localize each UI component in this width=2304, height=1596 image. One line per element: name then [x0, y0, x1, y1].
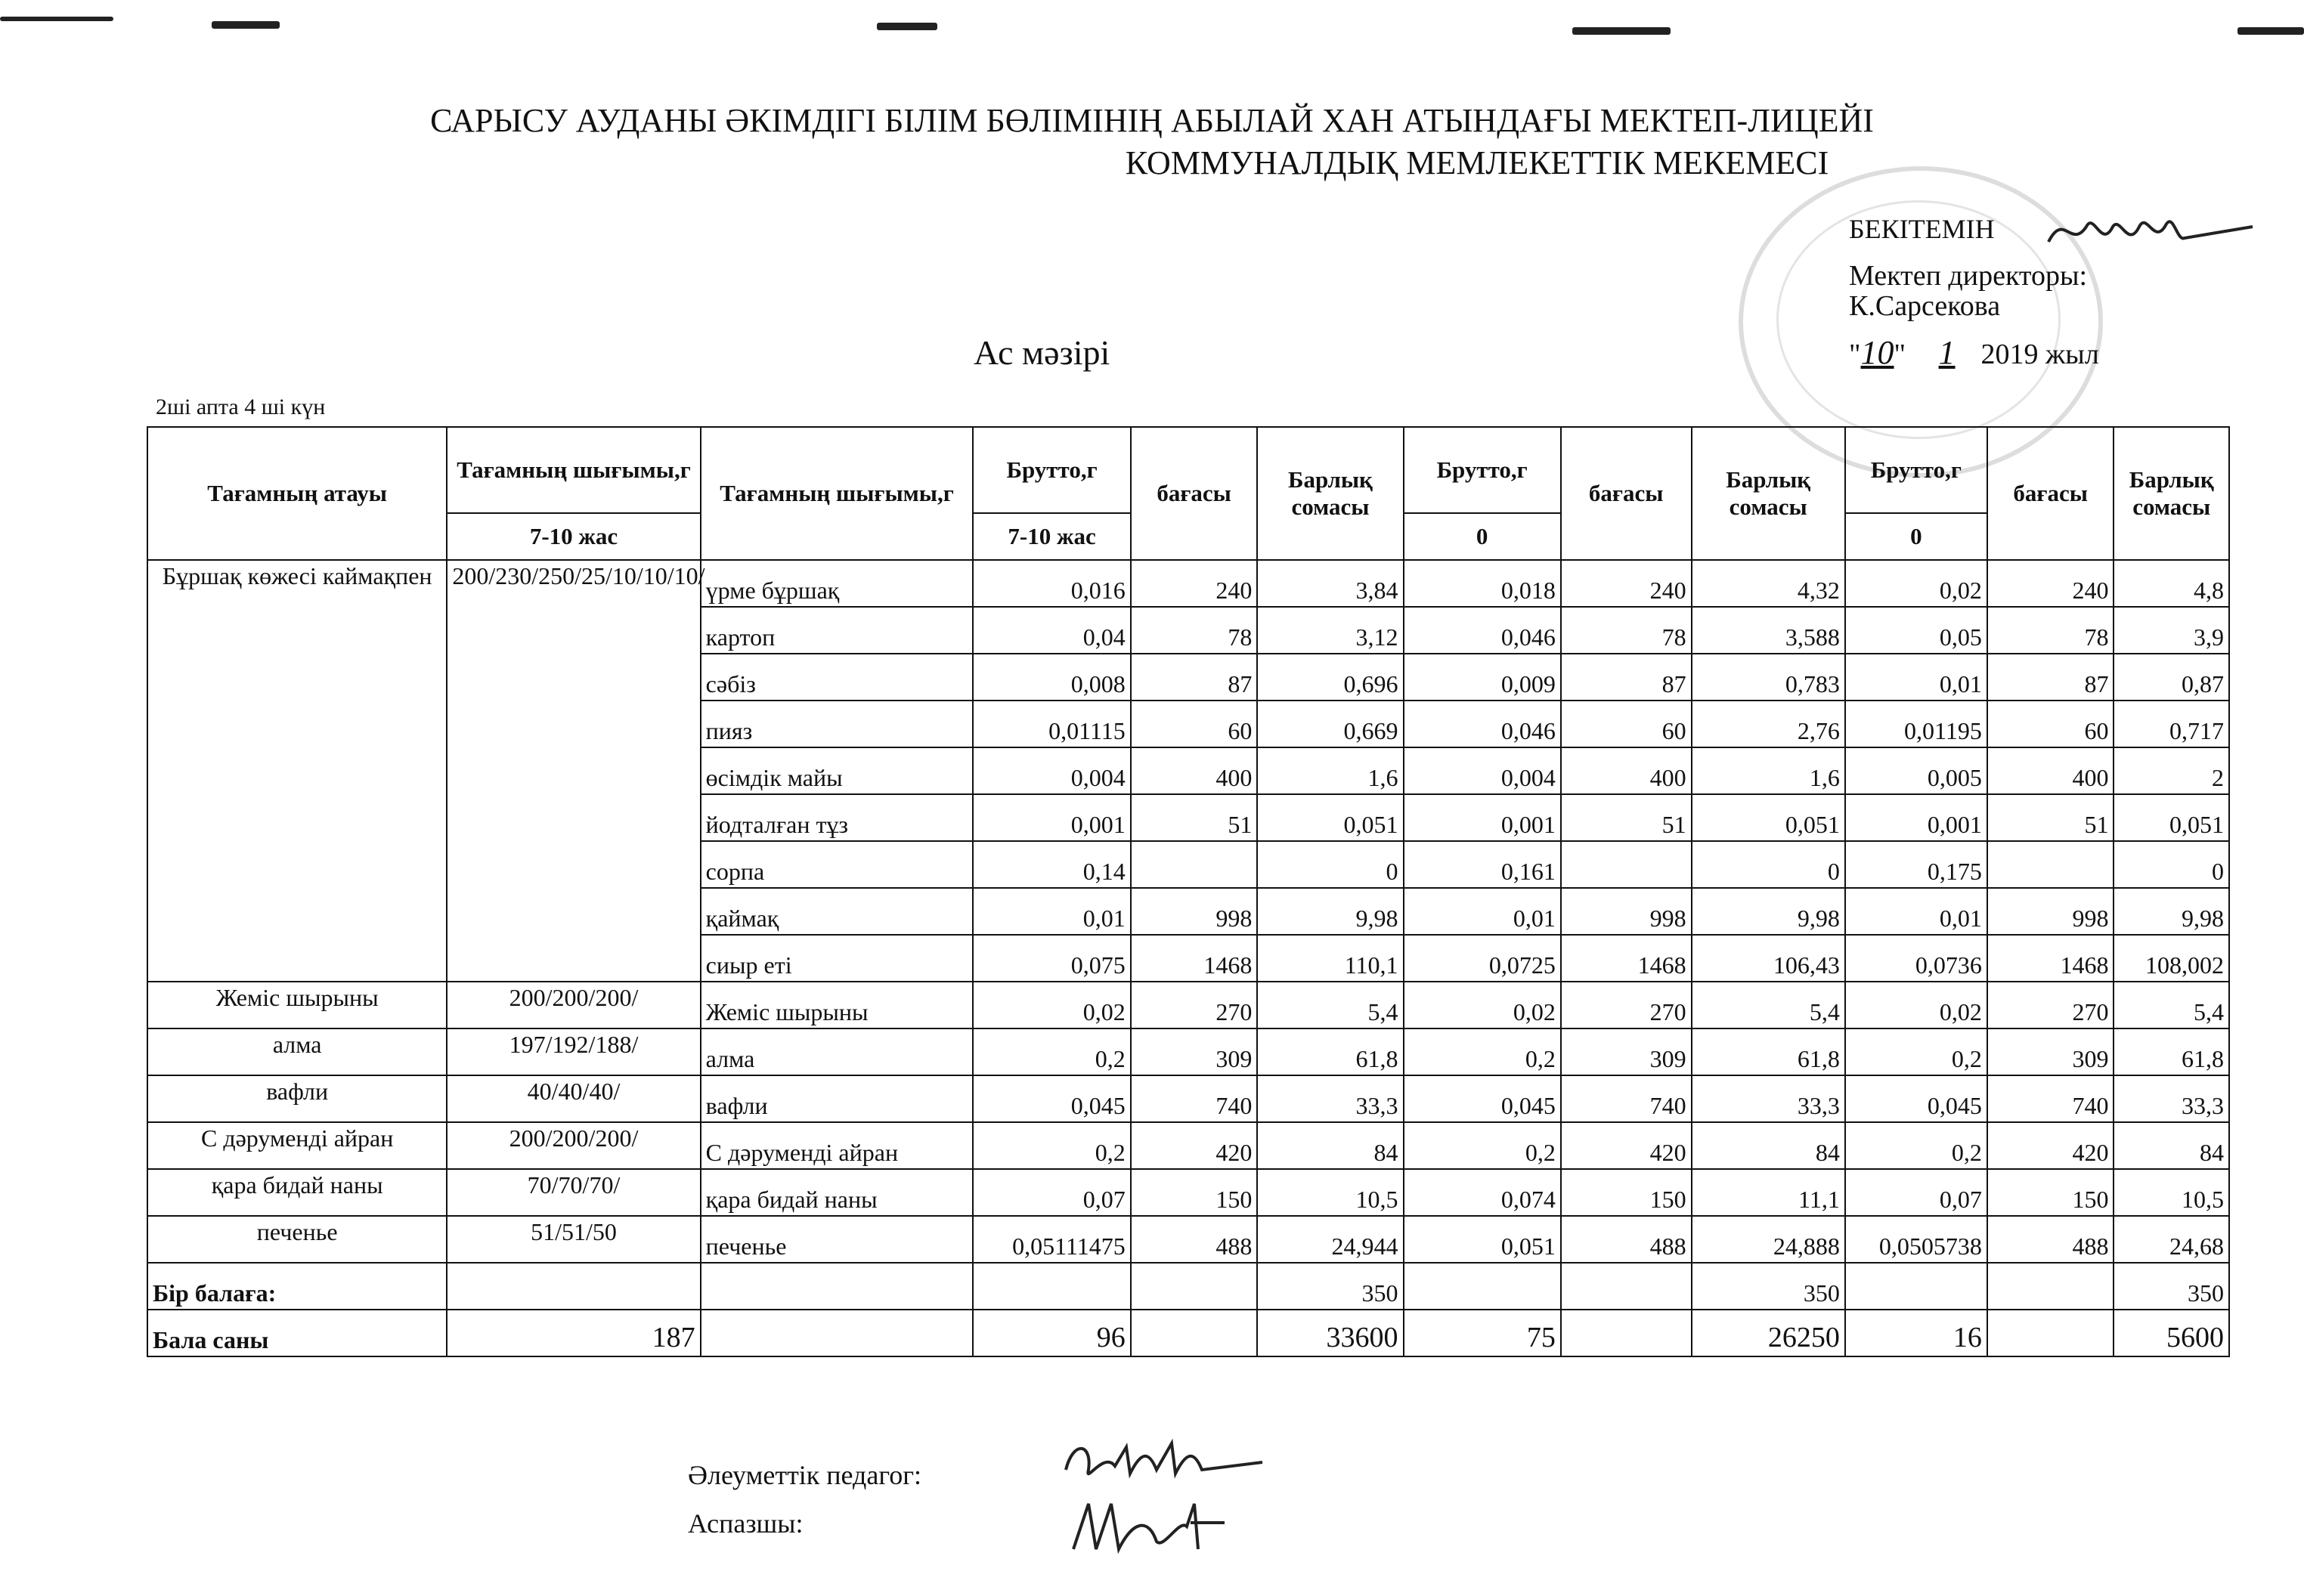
ingredient-cell: пияз [701, 701, 974, 747]
yield-cell: 70/70/70/ [447, 1169, 700, 1216]
per-child-total-1: 350 [1257, 1263, 1403, 1310]
price-3-cell: 60 [1987, 701, 2114, 747]
header-brutto-1: Брутто,г [973, 427, 1130, 513]
price-2-cell: 740 [1561, 1075, 1692, 1122]
price-3-cell: 740 [1987, 1075, 2114, 1122]
brutto-2-cell: 0,074 [1404, 1169, 1561, 1216]
price-1-cell: 240 [1131, 560, 1258, 607]
ingredient-cell: алма [701, 1028, 974, 1075]
price-2-cell: 150 [1561, 1169, 1692, 1216]
brutto-3-cell: 0,0736 [1845, 935, 1987, 982]
total-3-cell: 0,051 [2114, 794, 2229, 841]
empty-cell [1987, 1310, 2114, 1356]
children-count-row [147, 1310, 2229, 1356]
total-2-cell: 9,98 [1692, 888, 1845, 935]
price-1-cell: 51 [1131, 794, 1258, 841]
table-row [147, 982, 2229, 1028]
brutto-2-cell: 0,045 [1404, 1075, 1561, 1122]
children-sum-2: 26250 [1692, 1310, 1845, 1356]
week-day-label: 2ші апта 4 ші күн [156, 394, 326, 419]
price-2-cell: 78 [1561, 607, 1692, 654]
per-child-total-3: 350 [2114, 1263, 2229, 1310]
price-3-cell: 488 [1987, 1216, 2114, 1263]
yield-cell: 200/230/250/25/10/10/10/ [447, 560, 700, 982]
total-3-cell: 0,87 [2114, 654, 2229, 701]
price-2-cell: 60 [1561, 701, 1692, 747]
pedagogue-signature [1058, 1428, 1270, 1489]
brutto-1-cell: 0,07 [973, 1169, 1130, 1216]
price-3-cell: 270 [1987, 982, 2114, 1028]
price-2-cell: 240 [1561, 560, 1692, 607]
header-brutto-1-age: 7-10 жас [973, 513, 1130, 560]
table-row [147, 560, 2229, 607]
yield-cell: 40/40/40/ [447, 1075, 700, 1122]
brutto-3-cell: 0,045 [1845, 1075, 1987, 1122]
brutto-3-cell: 0,01195 [1845, 701, 1987, 747]
brutto-2-cell: 0,051 [1404, 1216, 1561, 1263]
yield-cell: 197/192/188/ [447, 1028, 700, 1075]
empty-cell [1131, 1310, 1258, 1356]
total-2-cell: 0,783 [1692, 654, 1845, 701]
social-pedagogue-label: Әлеуметтік педагог: [688, 1460, 921, 1490]
ingredient-cell: үрме бұршақ [701, 560, 974, 607]
children-count-3: 16 [1845, 1310, 1987, 1356]
price-1-cell: 270 [1131, 982, 1258, 1028]
total-3-cell: 24,68 [2114, 1216, 2229, 1263]
date-month: 1 [1938, 334, 1956, 371]
header-dish-name: Тағамның атауы [147, 427, 447, 560]
title-line-2: КОММУНАЛДЫҚ МЕМЛЕКЕТТІК МЕКЕМЕСІ [1125, 144, 1829, 181]
price-2-cell: 51 [1561, 794, 1692, 841]
price-3-cell [1987, 841, 2114, 888]
total-2-cell: 61,8 [1692, 1028, 1845, 1075]
brutto-3-cell: 0,001 [1845, 794, 1987, 841]
dish-name-cell: Жеміс шырыны [147, 982, 447, 1028]
children-sum-3: 5600 [2114, 1310, 2229, 1356]
scan-mark [1572, 27, 1671, 35]
header-brutto-2-age: 0 [1404, 513, 1561, 560]
price-1-cell: 1468 [1131, 935, 1258, 982]
header-price-1: бағасы [1131, 427, 1258, 560]
scan-mark [0, 17, 113, 21]
director-signature [2041, 196, 2268, 264]
yield-cell: 200/200/200/ [447, 982, 700, 1028]
empty-cell [1561, 1263, 1692, 1310]
children-count-1: 96 [973, 1310, 1130, 1356]
brutto-3-cell: 0,02 [1845, 982, 1987, 1028]
dish-name-cell: қара бидай наны [147, 1169, 447, 1216]
dish-name-cell: вафли [147, 1075, 447, 1122]
brutto-1-cell: 0,14 [973, 841, 1130, 888]
header-total-1: Барлық сомасы [1257, 427, 1403, 560]
total-3-cell: 4,8 [2114, 560, 2229, 607]
dish-name-cell: алма [147, 1028, 447, 1075]
brutto-3-cell: 0,01 [1845, 888, 1987, 935]
total-2-cell: 33,3 [1692, 1075, 1845, 1122]
total-1-cell: 0,051 [1257, 794, 1403, 841]
total-1-cell: 0 [1257, 841, 1403, 888]
price-2-cell: 87 [1561, 654, 1692, 701]
total-1-cell: 10,5 [1257, 1169, 1403, 1216]
header-price-3: бағасы [1987, 427, 2114, 560]
total-2-cell: 5,4 [1692, 982, 1845, 1028]
dish-name-cell: Бұршақ көжесі каймақпен [147, 560, 447, 982]
price-3-cell: 420 [1987, 1122, 2114, 1169]
brutto-1-cell: 0,01 [973, 888, 1130, 935]
ingredient-cell: қаймақ [701, 888, 974, 935]
table-row [147, 1169, 2229, 1216]
total-1-cell: 5,4 [1257, 982, 1403, 1028]
price-1-cell: 78 [1131, 607, 1258, 654]
menu-table [147, 426, 2230, 1357]
header-brutto-3-age: 0 [1845, 513, 1987, 560]
total-1-cell: 61,8 [1257, 1028, 1403, 1075]
price-2-cell: 270 [1561, 982, 1692, 1028]
cook-label: Аспазшы: [688, 1508, 804, 1539]
price-2-cell: 309 [1561, 1028, 1692, 1075]
price-3-cell: 240 [1987, 560, 2114, 607]
price-2-cell: 1468 [1561, 935, 1692, 982]
header-brutto-2: Брутто,г [1404, 427, 1561, 513]
total-3-cell: 84 [2114, 1122, 2229, 1169]
brutto-1-cell: 0,2 [973, 1028, 1130, 1075]
header-total-2: Барлық сомасы [1692, 427, 1845, 560]
brutto-2-cell: 0,2 [1404, 1028, 1561, 1075]
children-sum-1: 33600 [1257, 1310, 1403, 1356]
price-1-cell [1131, 841, 1258, 888]
brutto-2-cell: 0,009 [1404, 654, 1561, 701]
total-2-cell: 106,43 [1692, 935, 1845, 982]
total-2-cell: 84 [1692, 1122, 1845, 1169]
price-3-cell: 309 [1987, 1028, 2114, 1075]
brutto-3-cell: 0,2 [1845, 1028, 1987, 1075]
total-1-cell: 3,12 [1257, 607, 1403, 654]
empty-cell [701, 1310, 974, 1356]
total-2-cell: 3,588 [1692, 607, 1845, 654]
ingredient-cell: вафли [701, 1075, 974, 1122]
price-3-cell: 400 [1987, 747, 2114, 794]
ingredient-cell: өсімдік майы [701, 747, 974, 794]
total-1-cell: 9,98 [1257, 888, 1403, 935]
ingredient-cell: Жеміс шырыны [701, 982, 974, 1028]
approval-label: БЕКІТЕМІН [1849, 214, 1995, 244]
ingredient-cell: сиыр еті [701, 935, 974, 982]
brutto-1-cell: 0,075 [973, 935, 1130, 982]
empty-cell [1845, 1263, 1987, 1310]
price-1-cell: 420 [1131, 1122, 1258, 1169]
brutto-2-cell: 0,02 [1404, 982, 1561, 1028]
header-yield-age: 7-10 жас [447, 513, 700, 560]
empty-cell [701, 1263, 974, 1310]
ingredient-cell: С дәруменді айран [701, 1122, 974, 1169]
children-count-label: Бала саны [147, 1310, 447, 1356]
yield-cell: 200/200/200/ [447, 1122, 700, 1169]
brutto-3-cell: 0,07 [1845, 1169, 1987, 1216]
per-child-label: Бір балаға: [147, 1263, 447, 1310]
price-1-cell: 998 [1131, 888, 1258, 935]
total-1-cell: 3,84 [1257, 560, 1403, 607]
price-2-cell: 998 [1561, 888, 1692, 935]
scan-mark [212, 21, 280, 29]
price-1-cell: 150 [1131, 1169, 1258, 1216]
brutto-1-cell: 0,016 [973, 560, 1130, 607]
brutto-3-cell: 0,005 [1845, 747, 1987, 794]
per-child-row [147, 1263, 2229, 1310]
brutto-2-cell: 0,004 [1404, 747, 1561, 794]
empty-cell [447, 1263, 700, 1310]
total-1-cell: 0,696 [1257, 654, 1403, 701]
total-1-cell: 24,944 [1257, 1216, 1403, 1263]
total-1-cell: 84 [1257, 1122, 1403, 1169]
dish-name-cell: печенье [147, 1216, 447, 1263]
total-3-cell: 10,5 [2114, 1169, 2229, 1216]
date-day: 10 [1860, 334, 1894, 371]
price-3-cell: 51 [1987, 794, 2114, 841]
table-row [147, 1216, 2229, 1263]
table-row [147, 1122, 2229, 1169]
price-3-cell: 78 [1987, 607, 2114, 654]
header-ingredient: Тағамның шығымы,г [701, 427, 974, 560]
ingredient-cell: сорпа [701, 841, 974, 888]
table-row [147, 1028, 2229, 1075]
total-3-cell: 2 [2114, 747, 2229, 794]
children-total: 187 [447, 1310, 700, 1356]
brutto-1-cell: 0,001 [973, 794, 1130, 841]
brutto-2-cell: 0,046 [1404, 607, 1561, 654]
table-row [147, 1075, 2229, 1122]
brutto-2-cell: 0,01 [1404, 888, 1561, 935]
dish-name-cell: С дәруменді айран [147, 1122, 447, 1169]
approval-name: К.Сарсекова [1849, 290, 2001, 322]
price-1-cell: 309 [1131, 1028, 1258, 1075]
scan-mark [877, 23, 937, 30]
total-1-cell: 1,6 [1257, 747, 1403, 794]
header-yield: Тағамның шығымы,г [447, 427, 700, 513]
total-2-cell: 1,6 [1692, 747, 1845, 794]
brutto-1-cell: 0,01115 [973, 701, 1130, 747]
price-3-cell: 87 [1987, 654, 2114, 701]
menu-table-body [147, 560, 2229, 1356]
brutto-2-cell: 0,0725 [1404, 935, 1561, 982]
total-1-cell: 0,669 [1257, 701, 1403, 747]
total-2-cell: 24,888 [1692, 1216, 1845, 1263]
empty-cell [1561, 1310, 1692, 1356]
brutto-3-cell: 0,05 [1845, 607, 1987, 654]
header-price-2: бағасы [1561, 427, 1692, 560]
ingredient-cell: печенье [701, 1216, 974, 1263]
total-3-cell: 3,9 [2114, 607, 2229, 654]
date-year: 2019 жыл [1980, 339, 2099, 370]
ingredient-cell: картоп [701, 607, 974, 654]
brutto-2-cell: 0,018 [1404, 560, 1561, 607]
price-3-cell: 150 [1987, 1169, 2114, 1216]
header-brutto-3: Брутто,г [1845, 427, 1987, 513]
brutto-1-cell: 0,004 [973, 747, 1130, 794]
total-1-cell: 110,1 [1257, 935, 1403, 982]
header-total-3: Барлық сомасы [2114, 427, 2229, 560]
brutto-3-cell: 0,02 [1845, 560, 1987, 607]
total-3-cell: 61,8 [2114, 1028, 2229, 1075]
price-1-cell: 87 [1131, 654, 1258, 701]
price-2-cell: 400 [1561, 747, 1692, 794]
ingredient-cell: йодталған тұз [701, 794, 974, 841]
empty-cell [973, 1263, 1130, 1310]
total-2-cell: 2,76 [1692, 701, 1845, 747]
total-3-cell: 33,3 [2114, 1075, 2229, 1122]
total-3-cell: 108,002 [2114, 935, 2229, 982]
cook-signature [1066, 1489, 1247, 1557]
page-title [0, 100, 2304, 184]
brutto-1-cell: 0,2 [973, 1122, 1130, 1169]
empty-cell [1404, 1263, 1561, 1310]
approval-date: "10" 1 2019 жыл [1849, 329, 2099, 378]
yield-cell: 51/51/50 [447, 1216, 700, 1263]
price-1-cell: 400 [1131, 747, 1258, 794]
price-3-cell: 1468 [1987, 935, 2114, 982]
approval-position: Мектеп директоры: [1849, 260, 2088, 292]
brutto-2-cell: 0,046 [1404, 701, 1561, 747]
total-1-cell: 33,3 [1257, 1075, 1403, 1122]
total-2-cell: 4,32 [1692, 560, 1845, 607]
total-3-cell: 9,98 [2114, 888, 2229, 935]
per-child-total-2: 350 [1692, 1263, 1845, 1310]
brutto-2-cell: 0,2 [1404, 1122, 1561, 1169]
price-2-cell: 488 [1561, 1216, 1692, 1263]
brutto-3-cell: 0,01 [1845, 654, 1987, 701]
ingredient-cell: сәбіз [701, 654, 974, 701]
menu-title: Ас мәзірі [974, 333, 1110, 372]
total-3-cell: 0,717 [2114, 701, 2229, 747]
empty-cell [1987, 1263, 2114, 1310]
brutto-1-cell: 0,05111475 [973, 1216, 1130, 1263]
price-1-cell: 60 [1131, 701, 1258, 747]
price-1-cell: 488 [1131, 1216, 1258, 1263]
total-2-cell: 0 [1692, 841, 1845, 888]
brutto-1-cell: 0,045 [973, 1075, 1130, 1122]
scan-mark [2237, 27, 2304, 35]
total-2-cell: 0,051 [1692, 794, 1845, 841]
brutto-1-cell: 0,04 [973, 607, 1130, 654]
brutto-3-cell: 0,2 [1845, 1122, 1987, 1169]
brutto-3-cell: 0,0505738 [1845, 1216, 1987, 1263]
brutto-3-cell: 0,175 [1845, 841, 1987, 888]
brutto-1-cell: 0,02 [973, 982, 1130, 1028]
empty-cell [1131, 1263, 1258, 1310]
title-line-1: САРЫСУ АУДАНЫ ӘКІМДІГІ БІЛІМ БӨЛІМІНІҢ АБЫЛАЙ ХАН АТЫНДАҒЫ МЕКТЕП-ЛИЦЕЙІ [430, 102, 1874, 139]
total-3-cell: 0 [2114, 841, 2229, 888]
total-3-cell: 5,4 [2114, 982, 2229, 1028]
signatures-block [688, 1451, 921, 1548]
price-3-cell: 998 [1987, 888, 2114, 935]
price-2-cell [1561, 841, 1692, 888]
brutto-2-cell: 0,161 [1404, 841, 1561, 888]
price-2-cell: 420 [1561, 1122, 1692, 1169]
brutto-2-cell: 0,001 [1404, 794, 1561, 841]
ingredient-cell: қара бидай наны [701, 1169, 974, 1216]
children-count-2: 75 [1404, 1310, 1561, 1356]
total-2-cell: 11,1 [1692, 1169, 1845, 1216]
brutto-1-cell: 0,008 [973, 654, 1130, 701]
price-1-cell: 740 [1131, 1075, 1258, 1122]
